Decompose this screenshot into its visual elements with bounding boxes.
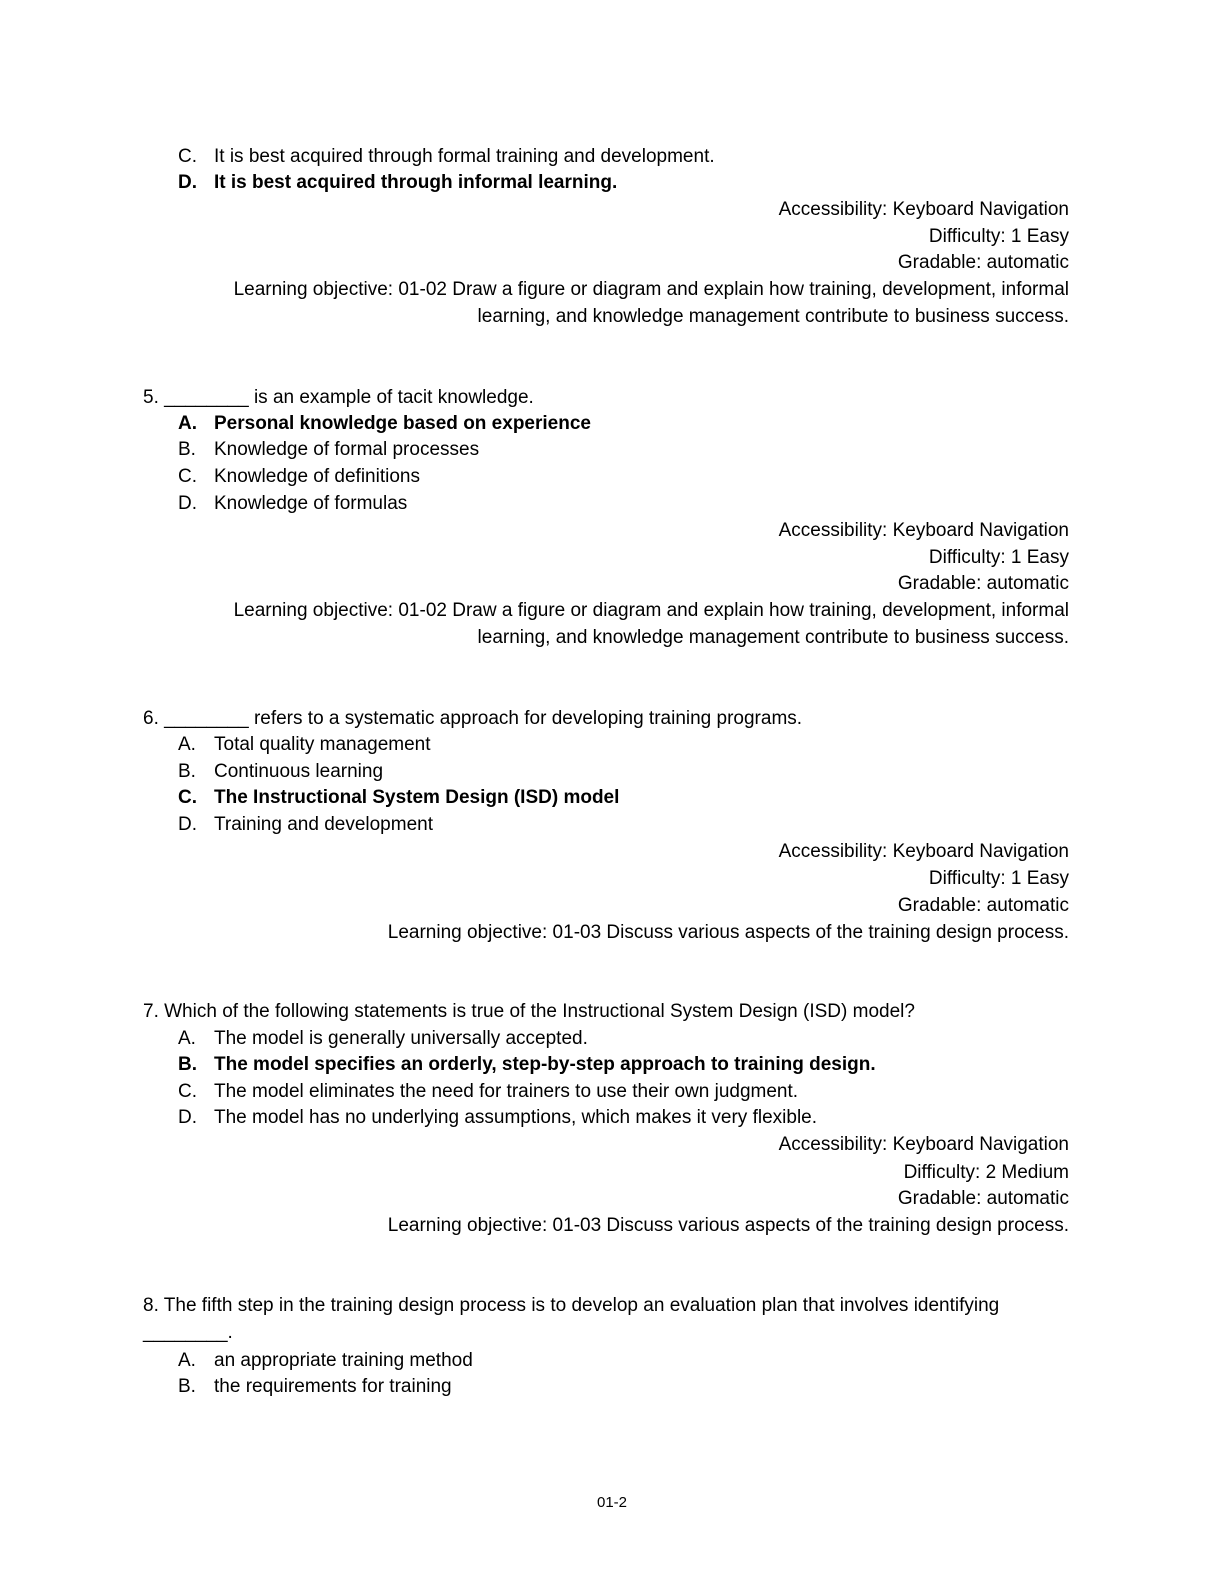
q4-objective-line2: learning, and knowledge management contribute to business success. [477,306,1069,327]
q6-option-b [178,759,383,785]
option-letter: B. [178,439,196,460]
q8-option-b [178,1374,452,1400]
option-letter: A. [178,1350,196,1371]
option-letter: D. [178,814,197,835]
q4-accessibility: Accessibility: Keyboard Navigation [778,199,1069,220]
q5-objective-line2: learning, and knowledge management contribute to business success. [477,627,1069,648]
q7-option-c [178,1079,798,1105]
q6-option-a [178,732,431,758]
q5-difficulty: Difficulty: 1 Easy [928,547,1069,568]
q6-objective: Learning objective: 01-03 Discuss various aspects of the training design process. [387,922,1069,943]
option-letter: A. [178,413,197,434]
q6-option-d [178,812,433,838]
q5-objective-line1: Learning objective: 01-02 Draw a figure or diagram and explain how training, development, informal [233,600,1069,621]
option-letter: C. [178,146,197,167]
option-text: the requirements for training [214,1376,452,1397]
option-text: Continuous learning [214,761,384,782]
option-letter: D. [178,1107,197,1128]
q7-objective: Learning objective: 01-03 Discuss various aspects of the training design process. [387,1215,1069,1236]
q4-objective-line1: Learning objective: 01-02 Draw a figure or diagram and explain how training, development, informal [233,279,1069,300]
option-text: It is best acquired through informal learning. [214,172,618,193]
option-letter: C. [178,787,197,808]
q5-option-c [178,464,420,490]
q7-accessibility: Accessibility: Keyboard Navigation [778,1134,1069,1155]
option-text: The model is generally universally accepted. [214,1028,588,1049]
q7-stem: 7. Which of the following statements is true of the Instructional System Design (ISD) model? [143,1001,915,1022]
q4-option-c [178,144,715,170]
option-letter: C. [178,1081,197,1102]
q4-difficulty: Difficulty: 1 Easy [928,226,1069,247]
option-letter: C. [178,466,197,487]
option-letter: A. [178,734,196,755]
option-text: Total quality management [214,734,431,755]
option-letter: D. [178,172,197,193]
q8-stem-line1: 8. The fifth step in the training design process is to develop an evaluation plan that involves identifying [143,1295,1000,1316]
page-number: 01-2 [596,1494,628,1511]
q4-gradable: Gradable: automatic [897,252,1069,273]
q5-option-a-correct [178,411,591,437]
option-letter: B. [178,761,196,782]
option-text: Knowledge of formulas [214,493,408,514]
option-letter: B. [178,1376,196,1397]
option-letter: D. [178,493,197,514]
option-text: The model specifies an orderly, step-by-step approach to training design. [214,1054,876,1075]
option-text: Knowledge of formal processes [214,439,480,460]
q7-option-a [178,1026,588,1052]
option-text: Personal knowledge based on experience [214,413,591,434]
q5-stem: 5. ________ is an example of tacit knowledge. [143,387,534,408]
option-letter: A. [178,1028,196,1049]
q7-difficulty: Difficulty: 2 Medium [903,1162,1069,1183]
q4-option-d-correct [178,170,617,196]
option-letter: B. [178,1054,197,1075]
option-text: The model has no underlying assumptions, which makes it very flexible. [214,1107,818,1128]
option-text: Knowledge of definitions [214,466,420,487]
option-text: The Instructional System Design (ISD) model [214,787,620,808]
q5-gradable: Gradable: automatic [897,573,1069,594]
q7-option-b-correct [178,1052,876,1078]
q6-difficulty: Difficulty: 1 Easy [928,868,1069,889]
option-text: Training and development [214,814,433,835]
q6-stem: 6. ________ refers to a systematic approach for developing training programs. [143,708,803,729]
q6-gradable: Gradable: automatic [897,895,1069,916]
q5-option-d [178,491,407,517]
option-text: an appropriate training method [214,1350,473,1371]
option-text: It is best acquired through formal training and development. [214,146,715,167]
option-text: The model eliminates the need for trainers to use their own judgment. [214,1081,799,1102]
q8-option-a [178,1348,473,1374]
q8-stem-line2: ________. [143,1322,233,1343]
q6-option-c-correct [178,785,619,811]
q5-accessibility: Accessibility: Keyboard Navigation [778,520,1069,541]
q7-option-d [178,1105,817,1131]
q7-gradable: Gradable: automatic [897,1188,1069,1209]
q5-option-b [178,437,479,463]
q6-accessibility: Accessibility: Keyboard Navigation [778,841,1069,862]
